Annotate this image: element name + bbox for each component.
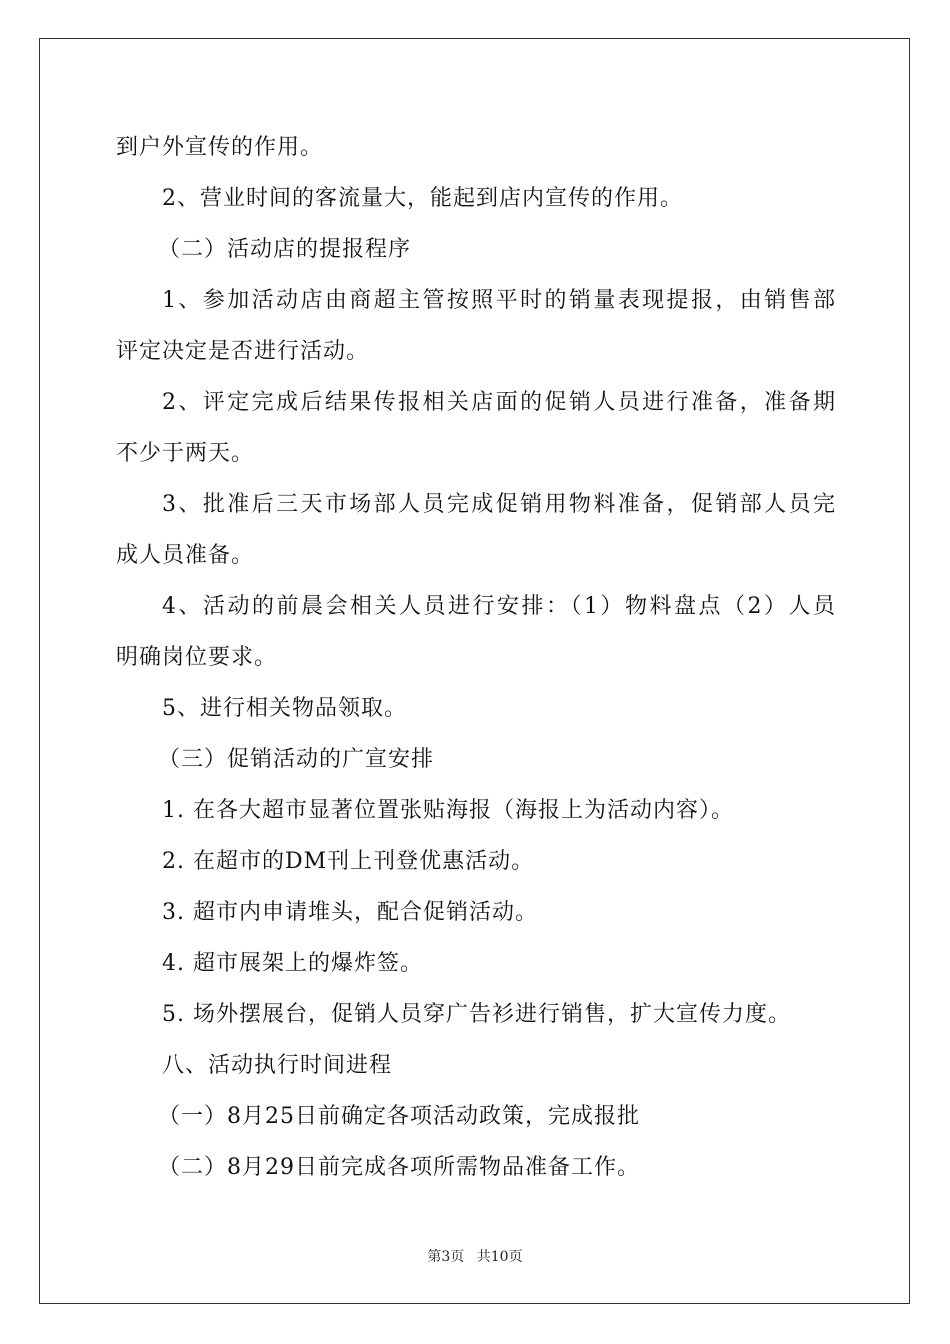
paragraph-line: 4、活动的前晨会相关人员进行安排：（1）物料盘点（2）人员	[162, 594, 836, 619]
paragraph-line: 1、参加活动店由商超主管按照平时的销量表现提报，由销售部	[162, 288, 836, 313]
section-heading: 八、活动执行时间进程	[162, 1053, 393, 1078]
document-body	[116, 122, 836, 1193]
page-total: 共10页	[476, 1249, 523, 1265]
list-item: 1. 在各大超市显著位置张贴海报（海报上为活动内容）。	[162, 798, 734, 823]
page-footer	[0, 1246, 950, 1266]
list-item: 2. 在超市的DM刊上刊登优惠活动。	[162, 849, 535, 874]
paragraph-line: 到户外宣传的作用。	[116, 135, 324, 160]
paragraph-line: 5、进行相关物品领取。	[162, 696, 407, 721]
paragraph-line: （二）8月29日前完成各项所需物品准备工作。	[158, 1155, 640, 1180]
paragraph-line: （一）8月25日前确定各项活动政策，完成报批	[158, 1104, 640, 1129]
list-item: 3. 超市内申请堆头，配合促销活动。	[162, 900, 538, 925]
paragraph-line: 成人员准备。	[116, 543, 255, 568]
paragraph-line: 评定决定是否进行活动。	[116, 339, 370, 364]
paragraph-line: 2、营业时间的客流量大，能起到店内宣传的作用。	[162, 186, 683, 211]
paragraph-line: 3、批准后三天市场部人员完成促销用物料准备，促销部人员完	[162, 492, 836, 517]
page-number: 第3页	[427, 1249, 465, 1265]
paragraph-line: 不少于两天。	[116, 441, 255, 466]
paragraph-line: 明确岗位要求。	[116, 645, 278, 670]
paragraph-line: 2、评定完成后结果传报相关店面的促销人员进行准备，准备期	[162, 390, 836, 415]
list-item: 5. 场外摆展台，促销人员穿广告衫进行销售，扩大宣传力度。	[162, 1002, 791, 1027]
list-item: 4. 超市展架上的爆炸签。	[162, 951, 423, 976]
section-heading: （二）活动店的提报程序	[158, 237, 412, 262]
section-heading: （三）促销活动的广宣安排	[158, 747, 435, 772]
